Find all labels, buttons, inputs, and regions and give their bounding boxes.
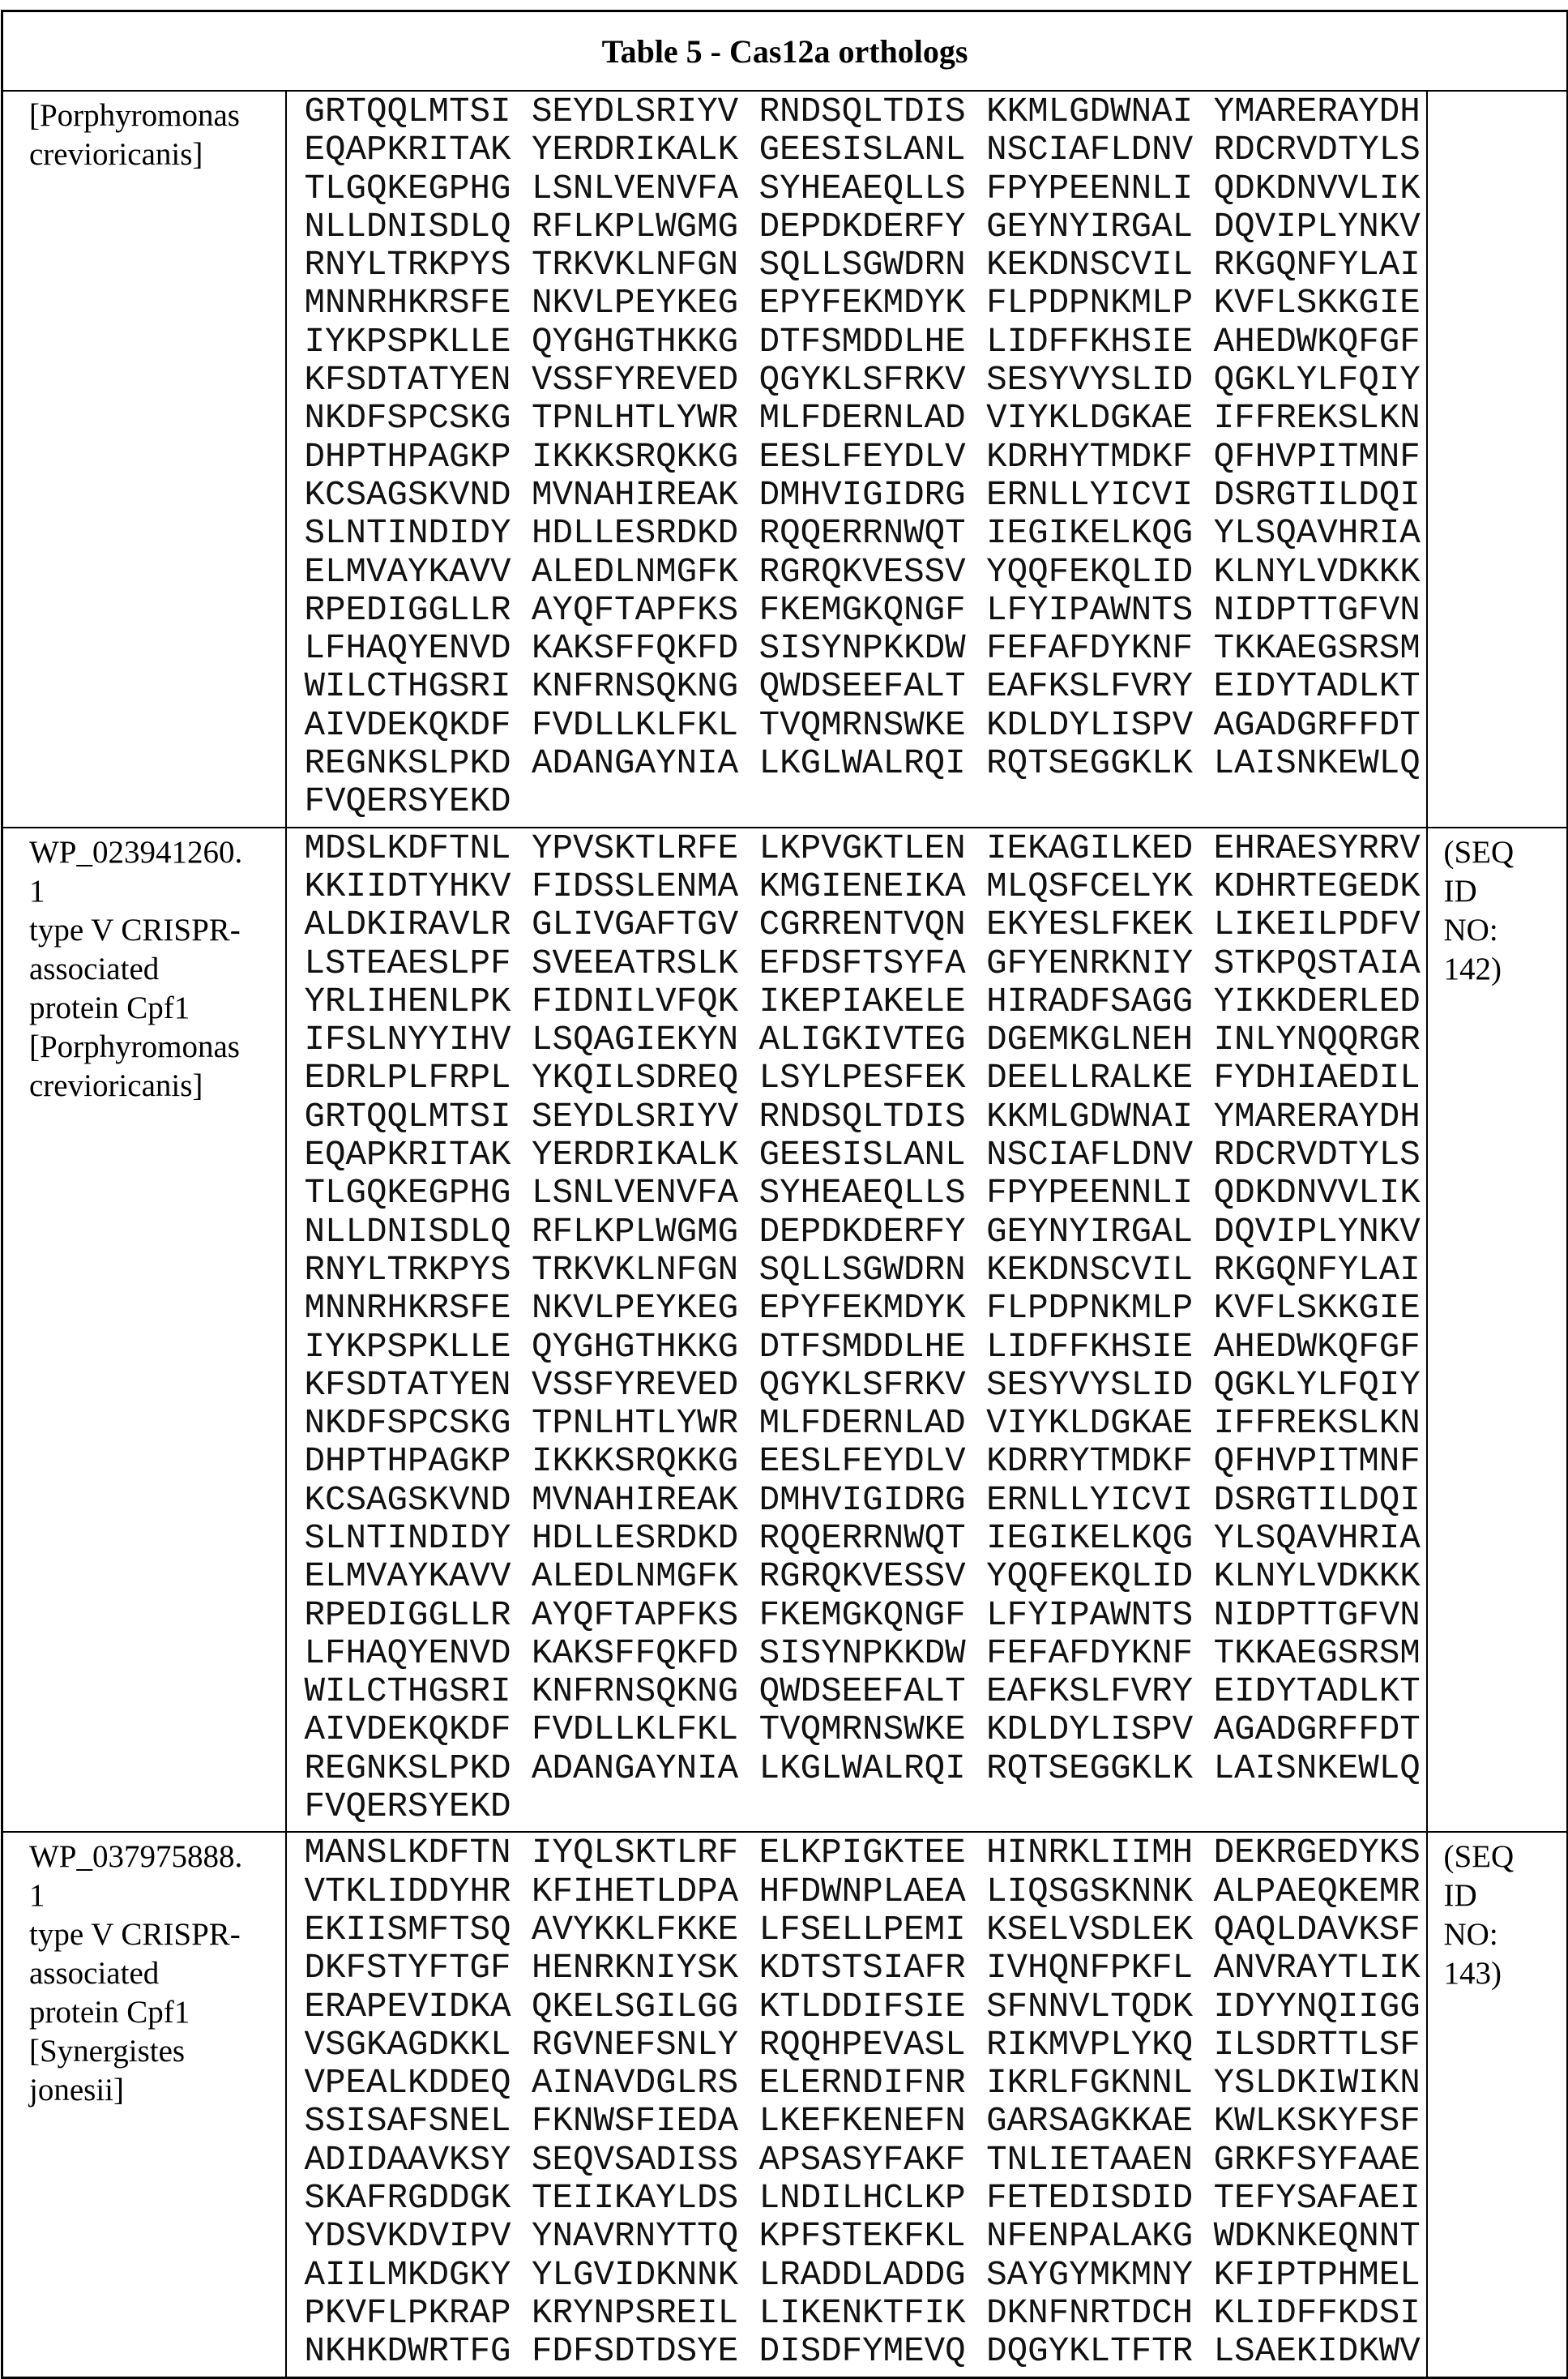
sequence-line: REGNKSLPKD ADANGAYNIA LKGLWALRQI RQTSEGGKLK LAISNKEWLQ <box>305 1750 1426 1788</box>
seq-id-line: (SEQ <box>1444 833 1567 872</box>
cas12a-orthologs-table <box>1 10 1568 2379</box>
ortholog-label-line: associated <box>29 1954 285 1993</box>
ortholog-label-line: associated <box>29 950 285 989</box>
sequence-line: GRTQQLMTSI SEYDLSRIYV RNDSQLTDIS KKMLGDWNAI YMARERAYDH <box>305 93 1426 131</box>
seq-id-line: 142) <box>1444 950 1567 989</box>
seq-id-line: ID <box>1444 1876 1567 1915</box>
sequence-line: VSGKAGDKKL RGVNEFSNLY RQQHPEVASL RIKMVPLYKQ ILSDRTTLSF <box>305 2026 1426 2065</box>
ortholog-label-line: type V CRISPR- <box>29 1915 285 1954</box>
sequence-line: ALDKIRAVLR GLIVGAFTGV CGRRENTVQN EKYESLFKEK LIKEILPDFV <box>305 906 1426 944</box>
ortholog-label-line: crevioricanis] <box>29 135 285 174</box>
sequence-line: REGNKSLPKD ADANGAYNIA LKGLWALRQI RQTSEGGKLK LAISNKEWLQ <box>305 745 1426 783</box>
sequence-line: TLGQKEGPHG LSNLVENVFA SYHEAEQLLS FPYPEENNLI QDKDNVVLIK <box>305 170 1426 208</box>
sequence-line: SLNTINDIDY HDLLESRDKD RQQERRNWQT IEGIKELKQG YLSQAVHRIA <box>305 1520 1426 1558</box>
sequence-line: SSISAFSNEL FKNWSFIEDA LKEFKENEFN GARSAGKKAE KWLKSKYFSF <box>305 2103 1426 2141</box>
seq-id-cell <box>1427 1832 1568 2377</box>
sequence-line: AIVDEKQKDF FVDLLKLFKL TVQMRNSWKE KDLDYLISPV AGADGRFFDT <box>305 1711 1426 1749</box>
sequence-line: NLLDNISDLQ RFLKPLWGMG DEPDKDERFY GEYNYIRGAL DQVIPLYNKV <box>305 208 1426 246</box>
sequence-line: ELMVAYKAVV ALEDLNMGFK RGRQKVESSV YQQFEKQLID KLNYLVDKKK <box>305 554 1426 592</box>
sequence-line: FVQERSYEKD <box>305 783 1426 821</box>
table-title-row <box>2 11 1568 92</box>
sequence-cell <box>286 828 1427 1833</box>
sequence-line: TLGQKEGPHG LSNLVENVFA SYHEAEQLLS FPYPEENNLI QDKDNVVLIK <box>305 1175 1426 1213</box>
ortholog-label-line: [Porphyromonas <box>29 96 285 135</box>
sequence-cell <box>286 1832 1427 2377</box>
ortholog-label-line: [Porphyromonas <box>29 1028 285 1067</box>
ortholog-label-line: protein Cpf1 <box>29 989 285 1028</box>
sequence-line: IYKPSPKLLE QYGHGTHKKG DTFSMDDLHE LIDFFKHSIE AHEDWKQFGF <box>305 323 1426 362</box>
sequence-line: MNNRHKRSFE NKVLPEYKEG EPYFEKMDYK FLPDPNKMLP KVFLSKKGIE <box>305 1290 1426 1328</box>
sequence-line: PKVFLPKRAP KRYNPSREIL LIKENKTFIK DKNFNRTDCH KLIDFFKDSI <box>305 2295 1426 2333</box>
ortholog-label-line: WP_037975888. <box>29 1838 285 1876</box>
sequence-line: EKIISMFTSQ AVYKKLFKKE LFSELLPEMI KSELVSDLEK QAQLDAVKSF <box>305 1911 1426 1949</box>
seq-id-cell <box>1427 91 1568 828</box>
sequence-line: RNYLTRKPYS TRKVKLNFGN SQLLSGWDRN KEKDNSCVIL RKGQNFYLAI <box>305 246 1426 285</box>
table-row <box>2 91 1568 828</box>
sequence-line: RPEDIGGLLR AYQFTAPFKS FKEMGKQNGF LFYIPAWNTS NIDPTTGFVN <box>305 592 1426 630</box>
ortholog-label-line: crevioricanis] <box>29 1067 285 1106</box>
ortholog-label-line: 1 <box>29 1876 285 1915</box>
sequence-line: MDSLKDFTNL YPVSKTLRFE LKPVGKTLEN IEKAGILKED EHRAESYRRV <box>305 830 1426 868</box>
sequence-line: ERAPEVIDKA QKELSGILGG KTLDDIFSIE SFNNVLTQDK IDYYNQIIGG <box>305 1988 1426 2026</box>
sequence-line: KKIIDTYHKV FIDSSLENMA KMGIENEIKA MLQSFCELYK KDHRTEGEDK <box>305 868 1426 906</box>
seq-id-line: NO: <box>1444 1915 1567 1954</box>
sequence-line: NKDFSPCSKG TPNLHTLYWR MLFDERNLAD VIYKLDGKAE IFFREKSLKN <box>305 400 1426 438</box>
sequence-line: NKDFSPCSKG TPNLHTLYWR MLFDERNLAD VIYKLDGKAE IFFREKSLKN <box>305 1405 1426 1443</box>
sequence-line: LSTEAESLPF SVEEATRSLK EFDSFTSYFA GFYENRKNIY STKPQSTAIA <box>305 945 1426 983</box>
sequence-line: SLNTINDIDY HDLLESRDKD RQQERRNWQT IEGIKELKQG YLSQAVHRIA <box>305 515 1426 553</box>
seq-id-line: ID <box>1444 872 1567 911</box>
table-title: Table 5 - Cas12a orthologs <box>2 11 1568 92</box>
seq-id-line: 143) <box>1444 1954 1567 1993</box>
table-row <box>2 828 1568 1833</box>
ortholog-label-line: WP_023941260. <box>29 833 285 872</box>
ortholog-label-line: jonesii] <box>29 2071 285 2110</box>
sequence-line: ELMVAYKAVV ALEDLNMGFK RGRQKVESSV YQQFEKQLID KLNYLVDKKK <box>305 1558 1426 1596</box>
ortholog-label-line: protein Cpf1 <box>29 1993 285 2032</box>
sequence-line: RNYLTRKPYS TRKVKLNFGN SQLLSGWDRN KEKDNSCVIL RKGQNFYLAI <box>305 1252 1426 1290</box>
sequence-line: WILCTHGSRI KNFRNSQKNG QWDSEEFALT EAFKSLFVRY EIDYTADLKT <box>305 668 1426 706</box>
sequence-line: GRTQQLMTSI SEYDLSRIYV RNDSQLTDIS KKMLGDWNAI YMARERAYDH <box>305 1098 1426 1136</box>
sequence-line: LFHAQYENVD KAKSFFQKFD SISYNPKKDW FEFAFDYKNF TKKAEGSRSM <box>305 1635 1426 1673</box>
sequence-line: YRLIHENLPK FIDNILVFQK IKEPIAKELE HIRADFSAGG YIKKDERLED <box>305 983 1426 1021</box>
sequence-line: YDSVKDVIPV YNAVRNYTTQ KPFSTEKFKL NFENPALAKG WDKNKEQNNT <box>305 2218 1426 2256</box>
sequence-line: DHPTHPAGKP IKKKSRQKKG EESLFEYDLV KDRHYTMDKF QFHVPITMNF <box>305 439 1426 477</box>
ortholog-label-line: [Synergistes <box>29 2032 285 2071</box>
sequence-line: NLLDNISDLQ RFLKPLWGMG DEPDKDERFY GEYNYIRGAL DQVIPLYNKV <box>305 1213 1426 1252</box>
seq-id-line: (SEQ <box>1444 1838 1567 1876</box>
sequence-line: KCSAGSKVND MVNAHIREAK DMHVIGIDRG ERNLLYICVI DSRGTILDQI <box>305 1482 1426 1520</box>
sequence-line: VTKLIDDYHR KFIHETLDPA HFDWNPLAEA LIQSGSKNNK ALPAEQKEMR <box>305 1873 1426 1911</box>
sequence-cell <box>286 91 1427 828</box>
ortholog-label-cell <box>2 828 286 1833</box>
sequence-line: WILCTHGSRI KNFRNSQKNG QWDSEEFALT EAFKSLFVRY EIDYTADLKT <box>305 1673 1426 1711</box>
sequence-line: AIILMKDGKY YLGVIDKNNK LRADDLADDG SAYGYMKMNY KFIPTPHMEL <box>305 2257 1426 2295</box>
sequence-line: MANSLKDFTN IYQLSKTLRF ELKPIGKTEE HINRKLIIMH DEKRGEDYKS <box>305 1834 1426 1872</box>
sequence-line: ADIDAAVKSY SEQVSADISS APSASYFAKF TNLIETAAEN GRKFSYFAAE <box>305 2142 1426 2180</box>
sequence-line: IFSLNYYIHV LSQAGIEKYN ALIGKIVTEG DGEMKGLNEH INLYNQQRGR <box>305 1021 1426 1059</box>
sequence-line: RPEDIGGLLR AYQFTAPFKS FKEMGKQNGF LFYIPAWNTS NIDPTTGFVN <box>305 1597 1426 1635</box>
sequence-line: DHPTHPAGKP IKKKSRQKKG EESLFEYDLV KDRRYTMDKF QFHVPITMNF <box>305 1443 1426 1481</box>
seq-id-cell <box>1427 828 1568 1833</box>
sequence-line: LFHAQYENVD KAKSFFQKFD SISYNPKKDW FEFAFDYKNF TKKAEGSRSM <box>305 630 1426 668</box>
sequence-line: SKAFRGDDGK TEIIKAYLDS LNDILHCLKP FETEDISDID TEFYSAFAEI <box>305 2180 1426 2218</box>
sequence-line: FVQERSYEKD <box>305 1788 1426 1826</box>
sequence-line: VPEALKDDEQ AINAVDGLRS ELERNDIFNR IKRLFGKNNL YSLDKIWIKN <box>305 2065 1426 2103</box>
sequence-line: MNNRHKRSFE NKVLPEYKEG EPYFEKMDYK FLPDPNKMLP KVFLSKKGIE <box>305 285 1426 323</box>
sequence-line: AIVDEKQKDF FVDLLKLFKL TVQMRNSWKE KDLDYLISPV AGADGRFFDT <box>305 707 1426 745</box>
sequence-line: KFSDTATYEN VSSFYREVED QGYKLSFRKV SESYVYSLID QGKLYLFQIY <box>305 1367 1426 1405</box>
sequence-line: IYKPSPKLLE QYGHGTHKKG DTFSMDDLHE LIDFFKHSIE AHEDWKQFGF <box>305 1329 1426 1367</box>
sequence-line: KFSDTATYEN VSSFYREVED QGYKLSFRKV SESYVYSLID QGKLYLFQIY <box>305 362 1426 400</box>
seq-id-line: NO: <box>1444 911 1567 950</box>
sequence-line: EDRLPLFRPL YKQILSDREQ LSYLPESFEK DEELLRALKE FYDHIAEDIL <box>305 1059 1426 1098</box>
sequence-line: EQAPKRITAK YERDRIKALK GEESISLANL NSCIAFLDNV RDCRVDTYLS <box>305 131 1426 169</box>
ortholog-label-cell <box>2 91 286 828</box>
ortholog-label-cell <box>2 1832 286 2377</box>
sequence-line: EQAPKRITAK YERDRIKALK GEESISLANL NSCIAFLDNV RDCRVDTYLS <box>305 1136 1426 1175</box>
table-row <box>2 1832 1568 2377</box>
sequence-line: DKFSTYFTGF HENRKNIYSK KDTSTSIAFR IVHQNFPKFL ANVRAYTLIK <box>305 1949 1426 1987</box>
sequence-line: NKHKDWRTFG FDFSDTDSYE DISDFYMEVQ DQGYKLTFTR LSAEKIDKWV <box>305 2333 1426 2371</box>
ortholog-label-line: 1 <box>29 872 285 911</box>
sequence-line: KCSAGSKVND MVNAHIREAK DMHVIGIDRG ERNLLYICVI DSRGTILDQI <box>305 477 1426 515</box>
ortholog-label-line: type V CRISPR- <box>29 911 285 950</box>
